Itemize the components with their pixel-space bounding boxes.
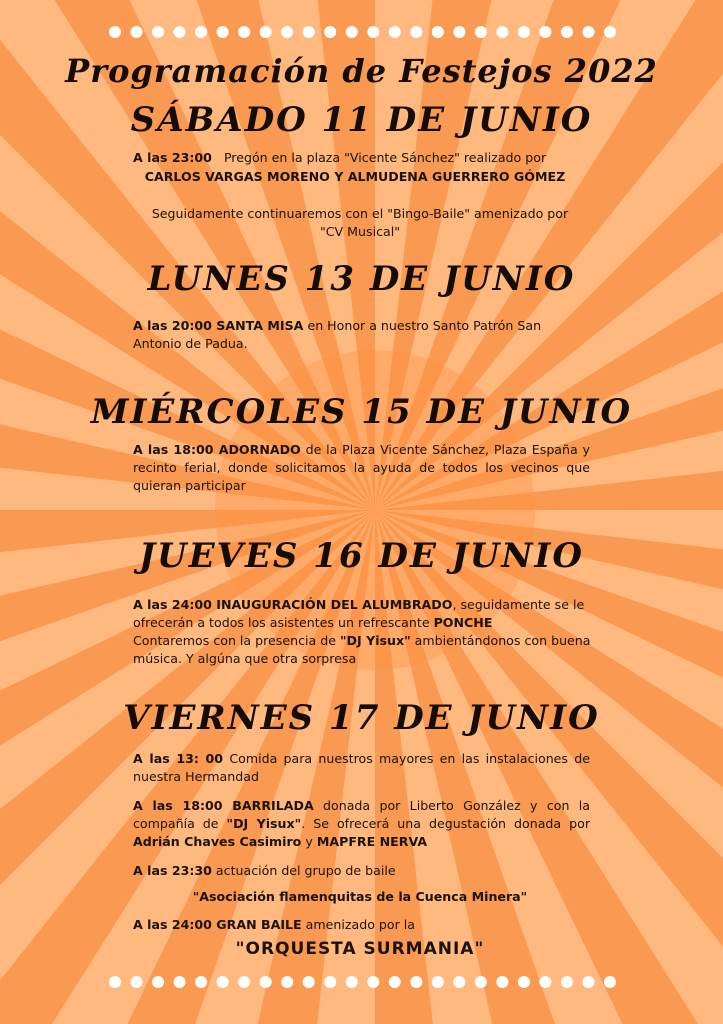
event-sabado-presenters — [100, 168, 610, 186]
event-lunes-misa — [133, 317, 573, 353]
dj-name: "DJ Yisux" — [226, 816, 302, 831]
sponsor-2: MAPFRE NERVA — [316, 834, 428, 849]
day-heading-miercoles: MIÉRCOLES 15 DE JUNIO — [90, 392, 633, 432]
event-time: A las 18:00 ADORNADO — [133, 442, 301, 457]
event-description: actuación del grupo de baile — [211, 863, 396, 878]
conjunction: y — [301, 834, 317, 849]
event-description: amenizado por la — [301, 917, 416, 932]
page-title: Programación de Festejos 2022 — [65, 52, 658, 90]
event-sabado-bingo — [110, 205, 610, 241]
event-description: donada por Liberto González y con la compañía de — [133, 798, 590, 831]
event-time: A las 18:00 BARRILADA — [133, 798, 314, 813]
day-heading-sabado: SÁBADO 11 DE JUNIO — [130, 100, 593, 140]
event-description: de la Plaza Vicente Sánchez, Plaza España y recinto ferial, donde solicitamos la ayuda de todos los vecinos que quieran participar — [133, 442, 590, 493]
event-viernes-actuacion — [133, 862, 590, 880]
event-description: en Honor a nuestro Santo Patrón San Antonio de Padua. — [133, 318, 542, 351]
sponsor-1: Adrián Chaves Casimiro — [133, 834, 302, 849]
event-viernes-comida — [133, 750, 590, 786]
event-miercoles-adornado — [133, 441, 590, 495]
day-heading-jueves: JUEVES 16 DE JUNIO — [138, 536, 585, 576]
band-name: "CV Musical" — [319, 224, 401, 239]
event-time: A las 23:30 — [133, 863, 212, 878]
event-description: Comida para nuestros mayores en las instalaciones de nuestra Hermandad — [133, 751, 590, 784]
orchestra-name: "ORQUESTA SURMANIA" — [235, 939, 485, 959]
event-description-3: ambientándonos con buena música. Y algúna que otra sorpresa — [133, 633, 591, 666]
event-description-2: Contaremos con la presencia de — [133, 633, 340, 648]
day-heading-lunes: LUNES 13 DE JUNIO — [147, 259, 576, 299]
event-time: A las 20:00 SANTA MISA — [133, 318, 304, 333]
event-description-2: . Se ofrecerá una degustación donada por — [301, 816, 590, 831]
event-viernes-orchestra — [110, 940, 610, 958]
event-jueves-alumbrado — [133, 596, 595, 668]
event-description: Pregón en la plaza "Vicente Sánchez" realizado por — [223, 150, 547, 165]
presenter-names: CARLOS VARGAS MORENO Y ALMUDENA GUERRERO GÓMEZ — [144, 169, 566, 184]
ponche-label: PONCHE — [433, 615, 493, 630]
event-time: A las 23:00 — [133, 150, 212, 165]
event-description: Seguidamente continuaremos con el "Bingo-Baile" amenizado por — [151, 206, 569, 221]
event-time: A las 24:00 INAUGURACIÓN DEL ALUMBRADO — [133, 597, 453, 612]
event-time: A las 24:00 GRAN BAILE — [133, 917, 302, 932]
group-name: "Asociación flamenquitas de la Cuenca Minera" — [192, 889, 528, 904]
event-description: , seguidamente se le ofrecerán a todos los asistentes un refrescante — [133, 597, 585, 630]
event-viernes-barrilada — [133, 797, 590, 851]
event-viernes-group — [110, 888, 610, 906]
day-heading-viernes: VIERNES 17 DE JUNIO — [123, 698, 600, 738]
event-time: A las 13: 00 — [133, 751, 224, 766]
event-viernes-baile — [133, 916, 590, 934]
event-sabado-pregon — [133, 149, 603, 167]
dj-name: "DJ Yisux" — [339, 633, 411, 648]
